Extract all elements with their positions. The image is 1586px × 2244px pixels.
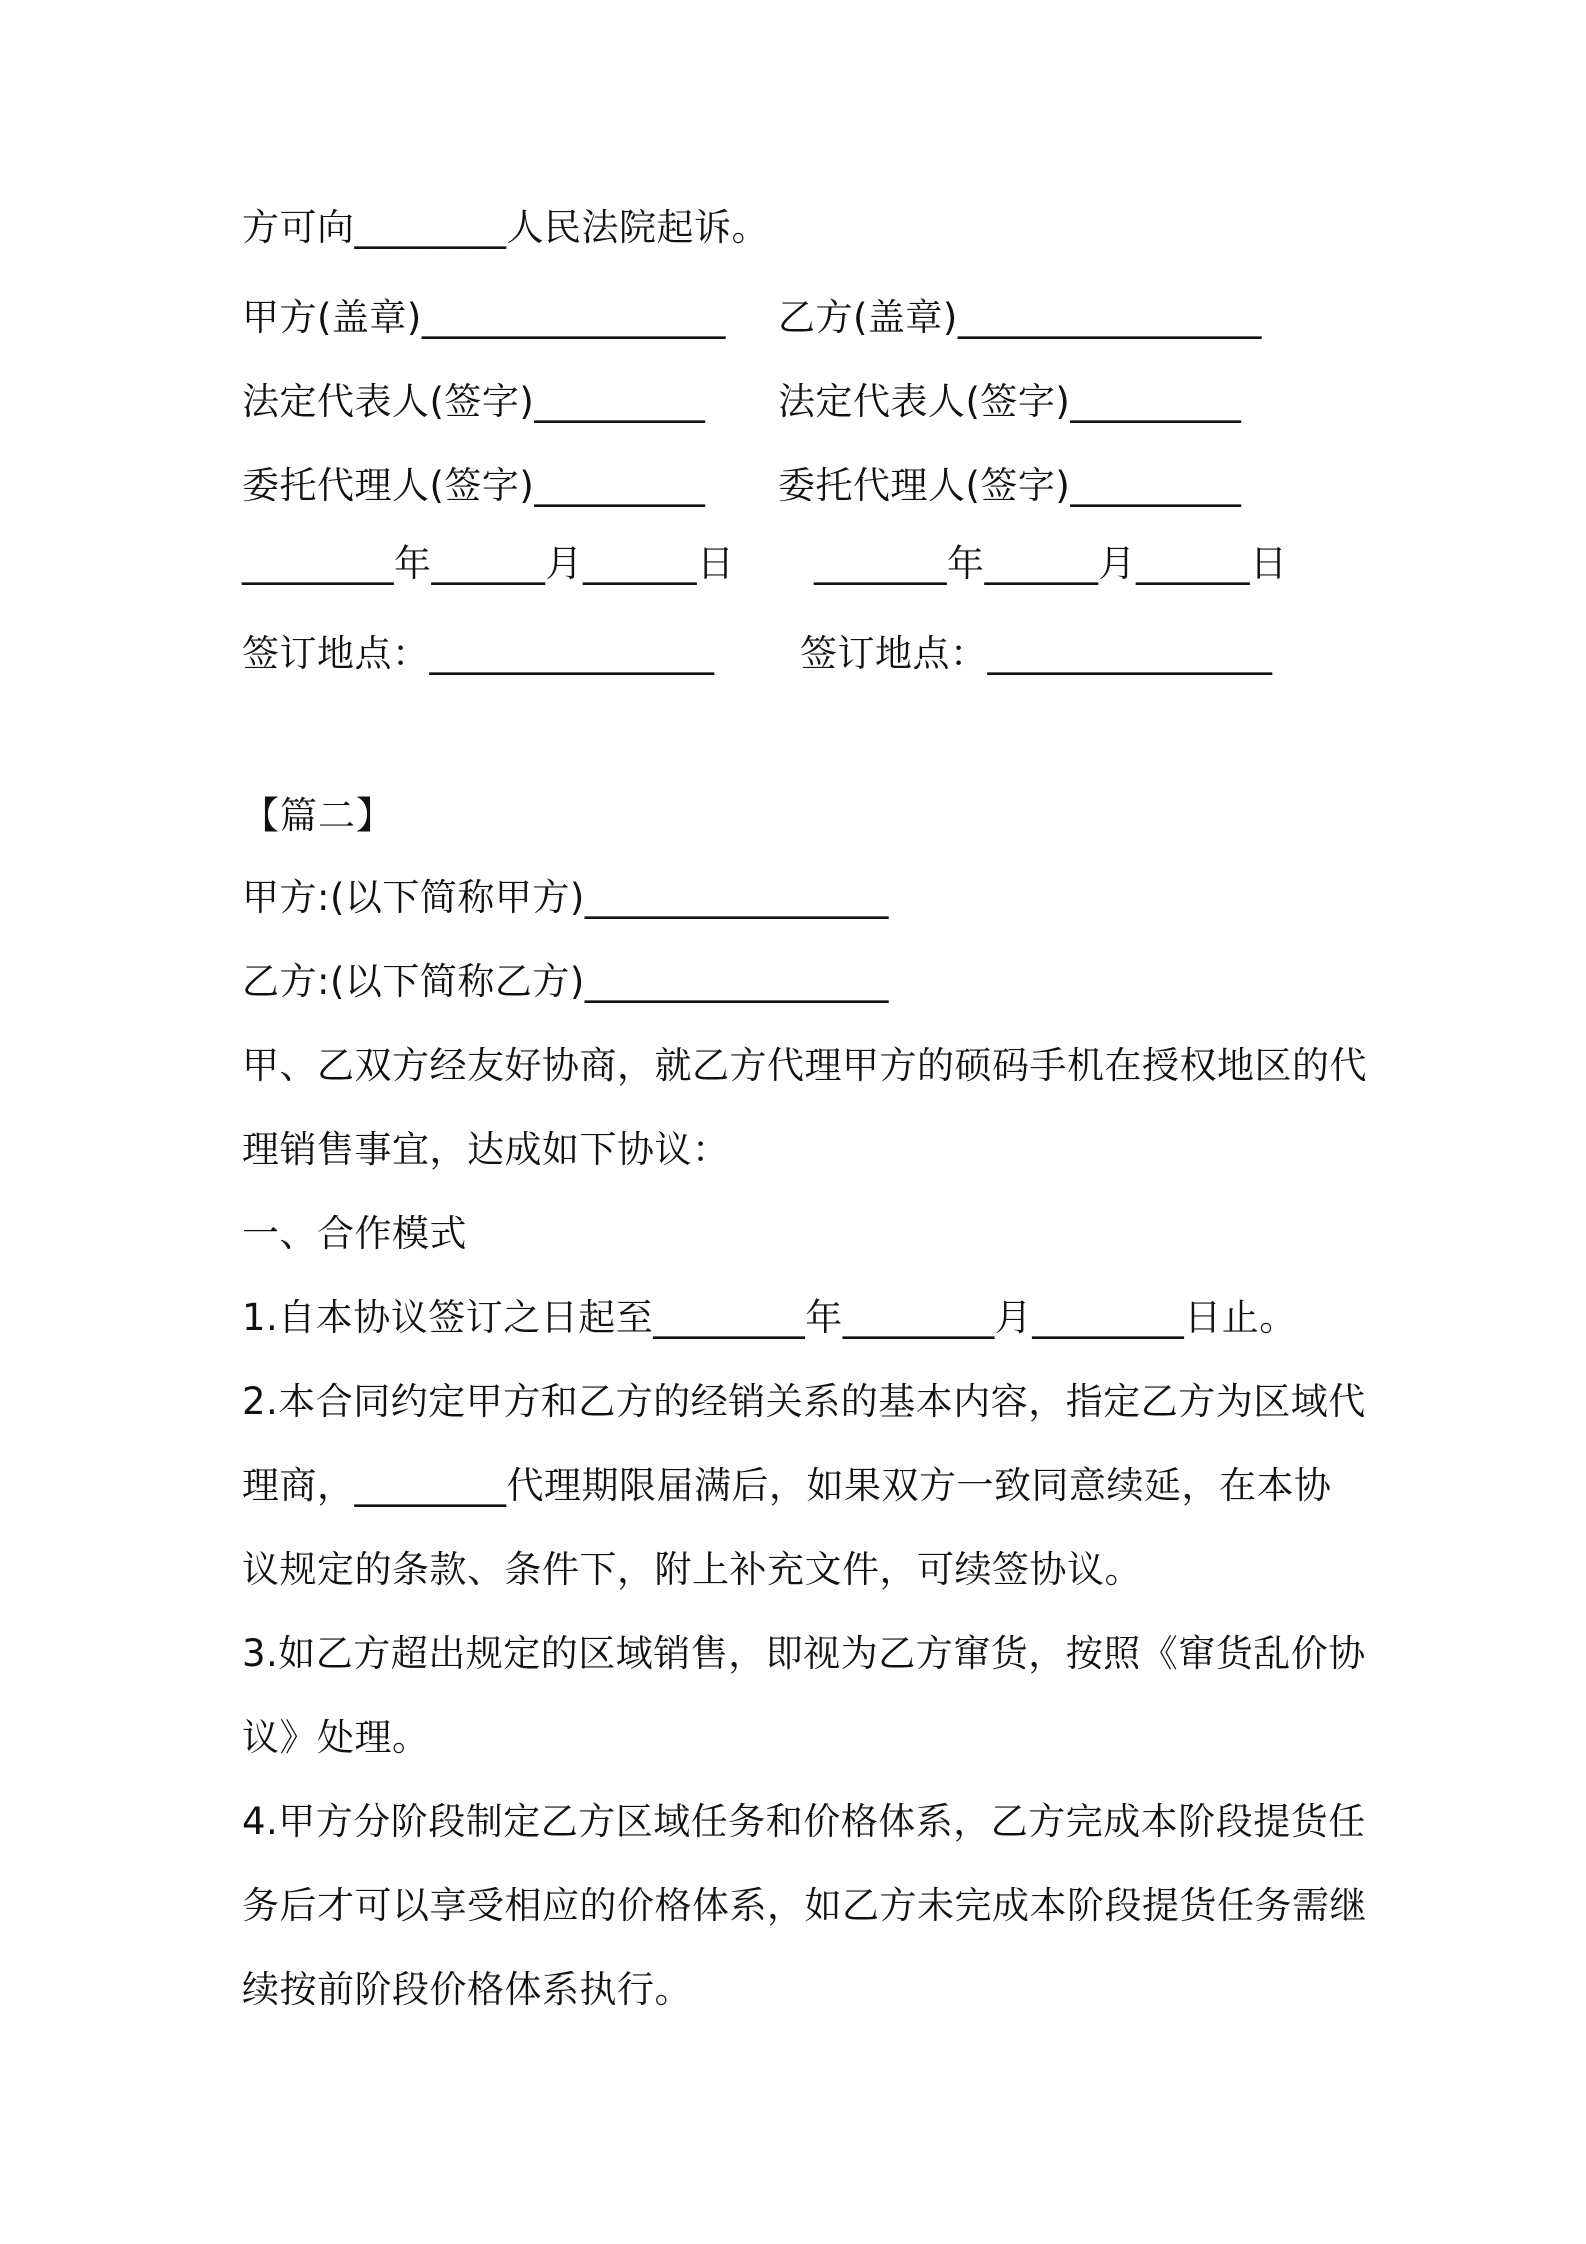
party-b-agent-field: 委托代理人(签字)_________ (778, 464, 1242, 507)
party-b-date-field: _______年______月______日 (814, 542, 1288, 585)
clause-item-2-line: 理商，________代理期限届满后，如果双方一致同意续延，在本协 (242, 1464, 1332, 1507)
clause-heading: 一、合作模式 (242, 1212, 467, 1255)
section-two-heading: 【篇二】 (242, 794, 394, 837)
clause-item-4-line: 续按前阶段价格体系执行。 (242, 1968, 692, 2011)
intro-tail-text: 方可向________人民法院起诉。 (242, 206, 769, 249)
party-a-date-field: ________年______月______日 (242, 542, 735, 585)
preamble-line: 理销售事宜，达成如下协议： (242, 1128, 730, 1171)
clause-item-3-line: 3.如乙方超出规定的区域销售，即视为乙方窜货，按照《窜货乱价协 (242, 1632, 1366, 1675)
party-a-seal-field: 甲方(盖章)________________ (242, 296, 726, 339)
party-b-legal-rep-field: 法定代表人(签字)_________ (778, 380, 1242, 423)
party-a-agent-field: 委托代理人(签字)_________ (242, 464, 706, 507)
clause-item-3-line: 议》处理。 (242, 1716, 430, 1759)
party-a-place-field: 签订地点：_______________ (242, 632, 715, 675)
party-a-field: 甲方:(以下简称甲方)________________ (242, 876, 889, 919)
clause-item-2-line: 议规定的条款、条件下，附上补充文件，可续签协议。 (242, 1548, 1142, 1591)
clause-item-4-line: 4.甲方分阶段制定乙方区域任务和价格体系，乙方完成本阶段提货任 (242, 1800, 1366, 1843)
party-b-seal-field: 乙方(盖章)________________ (778, 296, 1262, 339)
clause-item-4-line: 务后才可以享受相应的价格体系，如乙方未完成本阶段提货任务需继 (242, 1884, 1367, 1927)
party-b-place-field: 签订地点：_______________ (800, 632, 1273, 675)
party-b-field: 乙方:(以下简称乙方)________________ (242, 960, 889, 1003)
clause-item-2-line: 2.本合同约定甲方和乙方的经销关系的基本内容，指定乙方为区域代 (242, 1380, 1366, 1423)
clause-item-1: 1.自本协议签订之日起至________年________月________日止。 (242, 1296, 1297, 1339)
party-a-legal-rep-field: 法定代表人(签字)_________ (242, 380, 706, 423)
preamble-line: 甲、乙双方经友好协商，就乙方代理甲方的硕码手机在授权地区的代 (242, 1044, 1367, 1087)
